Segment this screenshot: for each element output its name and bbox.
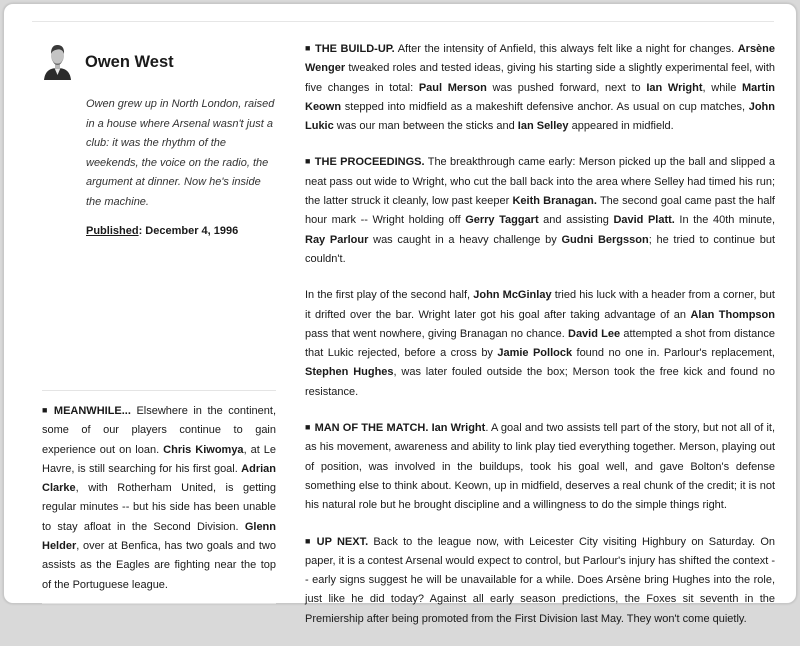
person-name: Paul Merson (418, 81, 487, 94)
paragraph-text: The second goal came past the half hour mark -- Wright holding off (305, 195, 775, 227)
bullet-icon: ■ (305, 535, 313, 546)
person-name: Gerry Taggart (465, 214, 539, 227)
meanwhile-text: Elsewhere in the continent, some of our players continue to gain experience out on loan. (42, 405, 276, 456)
paragraph-text: was our man between the sticks and (333, 120, 518, 133)
meanwhile-heading: MEANWHILE... (53, 405, 131, 417)
author-name: Owen West (85, 52, 174, 71)
author-sidebar (42, 40, 276, 237)
section-heading: UP NEXT. (316, 535, 369, 548)
author-bio: Owen grew up in North London, raised in a house where Arsenal wasn't just a club: it was the rhythm of the weekends, the voice on the radio, the argument at dinner. Now he's inside the machine. (86, 98, 275, 208)
bullet-icon: ■ (305, 156, 311, 167)
article-body (305, 40, 775, 646)
meanwhile-text: , at Le Havre, is still searching for his first goal. (42, 443, 277, 475)
bullet-icon: ■ (42, 405, 50, 415)
bullet-icon: ■ (305, 422, 311, 433)
person-name: Martin Keown (305, 81, 775, 113)
person-name: Keith Branagan. (512, 195, 597, 208)
page-frame (3, 3, 797, 625)
motm-paragraph (305, 419, 775, 515)
paragraph-text: tweaked roles and tested ideas, giving his starting side a slightly experimental feel, with five changes in total: (305, 62, 775, 94)
paragraph-text: tried his luck with a header from a corner, but it drifted over the bar. Wright later got his goal after taking advantage of an (305, 289, 775, 321)
meanwhile-text: , with Rotherham United, is getting regular minutes -- but his side has been unable to stay afloat in the Second Division. (42, 482, 276, 533)
published-label: Published (86, 225, 139, 237)
person-name: Ian Wright (431, 422, 486, 435)
person-name: Ian Selley (517, 120, 569, 133)
paragraph-text: ; he tried to continue but couldn't. (305, 233, 776, 265)
paragraph-text: was pushed forward, next to (486, 81, 647, 94)
avatar (42, 42, 73, 80)
paragraph-text: appeared in midfield. (568, 120, 674, 133)
paragraph-text: Back to the league now, with Leicester City visiting Highbury on Saturday. On paper, it is a contest Arsenal would expect to control, but Parlour's injury has shifted the context -- early signs suggest he will be unavailable for a while. Does Arsène bring Hughes into the role, just like he did today? Against all early season predictions, the Foxes sit seventh in the Premiership after being promoted from the First Division last May. They won't come quietly. (305, 535, 775, 625)
buildup-paragraph (305, 40, 775, 136)
person-name: Arsène Wenger (305, 43, 776, 75)
paragraph-text: The breakthrough came early: Merson picked up the ball and slipped a neat pass out wide to Wright, who cut the ball back into the area where Selley had timed his run; the latter struck it cleanly, low past keeper (305, 156, 776, 208)
paragraph-text: stepped into midfield as a makeshift defensive anchor. As usual on cup matches, (341, 100, 749, 113)
published-date (86, 225, 276, 237)
person-name: John McGinlay (473, 289, 552, 302)
proceedings-paragraph (305, 153, 775, 269)
paragraph-text: and assisting (538, 214, 614, 227)
person-name: Ray Parlour (305, 233, 369, 246)
second-half-paragraph (305, 286, 775, 402)
paragraph-text: , while (702, 81, 742, 94)
top-divider (32, 21, 774, 22)
person-name: Gudni Bergsson (561, 233, 649, 246)
paragraph-text: . A goal and two assists tell part of the story, but not all of it, as his movement, awareness and ability to link play tied everything together. Merson, playing out of position, was involved in the buildups, took his goal well, and gave Bolton's defense something else to think about. Keown, up in midfield, deserves a real chunk of the credit; it is not his natural role but he brought discipline and a willingness to do the simple things right. (305, 422, 776, 512)
paragraph-text: was caught in a heavy challenge by (368, 233, 562, 246)
person-name: Jamie Pollock (497, 347, 573, 360)
paragraph-text: In the 40th minute, (674, 214, 775, 227)
person-name: Ian Wright (646, 81, 703, 94)
published-value: : December 4, 1996 (138, 225, 239, 237)
paragraph-text: pass that went nowhere, giving Branagan no chance. (305, 327, 568, 340)
player-name: Adrian Clarke (42, 462, 276, 495)
paragraph-text: found no one in. Parlour's replacement, (572, 347, 775, 360)
upnext-paragraph (305, 533, 775, 629)
person-name: David Lee (568, 327, 621, 340)
section-heading: MAN OF THE MATCH. (314, 422, 429, 435)
section-heading: THE PROCEEDINGS. (314, 156, 425, 169)
person-name: David Platt. (613, 214, 675, 227)
player-name: Glenn Helder (42, 520, 276, 553)
player-name: Chris Kiwomya (163, 443, 244, 456)
paragraph-text: After the intensity of Anfield, this always felt like a night for changes. (394, 43, 738, 55)
meanwhile-note (42, 390, 276, 604)
paragraph-text: In the first play of the second half, (305, 289, 474, 302)
bullet-icon: ■ (305, 43, 311, 53)
paragraph-text: attempted a shot from distance that Lukic rejected, before a cross by (305, 327, 775, 360)
person-name: John Lukic (305, 100, 775, 133)
section-heading: THE BUILD-UP. (314, 43, 395, 55)
person-name: Alan Thompson (690, 308, 775, 321)
person-name: Stephen Hughes (305, 366, 394, 379)
meanwhile-text: , over at Benfica, has two goals and two assists as the Eagles are fighting near the top of the Portuguese league. (42, 540, 276, 591)
paragraph-text: , was later fouled outside the box; Merson took the free kick and found no resistance. (305, 366, 775, 398)
author-header (42, 40, 276, 82)
